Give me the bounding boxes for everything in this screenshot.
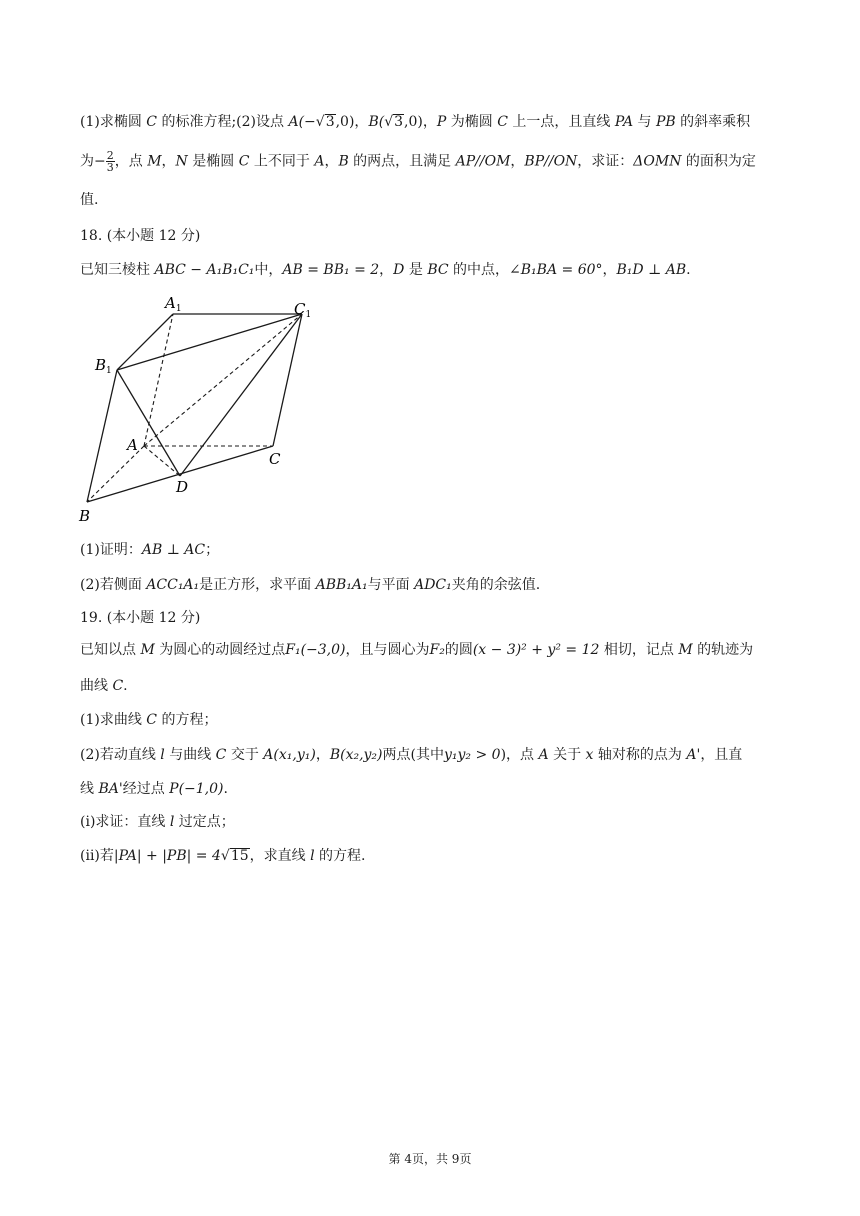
q19-sub-1: (ⅰ)求证：直线 l 过定点； <box>80 814 235 830</box>
edge-a-a1 <box>144 314 173 446</box>
prism-figure <box>76 292 336 524</box>
label-a: A <box>127 436 138 454</box>
q18-part-2: (2)若侧面 ACC₁A₁是正方形，求平面 ABB₁A₁与平面 ADC₁夹角的余弦值. <box>80 577 541 593</box>
page-footer: 第 4页，共 9页 <box>388 1152 472 1166</box>
label-c1: $C_1$ <box>294 300 312 320</box>
q18-header: 18. (本小题 12 分) <box>80 228 201 244</box>
label-d: D <box>176 478 189 496</box>
q17-part-line-1: (1)求椭圆 C 的标准方程;(2)设点 A(−√3,0)，B(√3,0)，P 为椭圆 C 上一点，且直线 PA 与 PB 的斜率乘积 <box>80 114 751 130</box>
label-a1: $A_1$ <box>165 294 182 314</box>
edge-a-c1 <box>144 314 302 446</box>
fraction-two-thirds: $\frac{2}{3}$ <box>106 149 114 174</box>
q19-part-2-line-2: 线 BA'经过点 P(−1,0). <box>80 781 228 797</box>
label-c: C <box>269 450 281 468</box>
q19-part-2-line-1: (2)若动直线 l 与曲线 C 交于 A(x₁,y₁)，B(x₂,y₂)两点(其中y₁y₂ > 0)，点 A 关于 x 轴对称的点为 A'，且直 <box>80 747 743 763</box>
label-b1: $B_1$ <box>95 356 112 376</box>
q19-sub-2: (ⅱ)若|PA| + |PB| = 4√15，求直线 l 的方程. <box>80 848 366 864</box>
q19-header: 19. (本小题 12 分) <box>80 610 201 626</box>
edge-b1-b <box>87 370 117 502</box>
q17-part-line-2: 为− $\frac{2}{3}$ ，点 M，N 是椭圆 C 上不同于 A，B 的两点，且满足 AP//OM，BP//ON，求证：ΔOMN 的面积为定 <box>80 149 756 174</box>
q19-stem-line-1: 已知以点 M 为圆心的动圆经过点F₁(−3,0)，且与圆心为F₂的圆(x − 3)² + y² = 12 相切，记点 M 的轨迹为 <box>80 642 754 658</box>
label-b: B <box>79 507 91 524</box>
q17-part-line-3: 值. <box>80 192 99 208</box>
q18-stem: 已知三棱柱 ABC − A₁B₁C₁中，AB = BB₁ = 2，D 是 BC 的中点，∠B₁BA = 60°，B₁D ⊥ AB. <box>80 262 691 278</box>
q18-part-1: (1)证明：AB ⊥ AC； <box>80 542 220 558</box>
q19-part-1: (1)求曲线 C 的方程； <box>80 712 218 728</box>
q19-stem-line-2: 曲线 C. <box>80 678 128 694</box>
edge-a-d <box>144 446 180 476</box>
